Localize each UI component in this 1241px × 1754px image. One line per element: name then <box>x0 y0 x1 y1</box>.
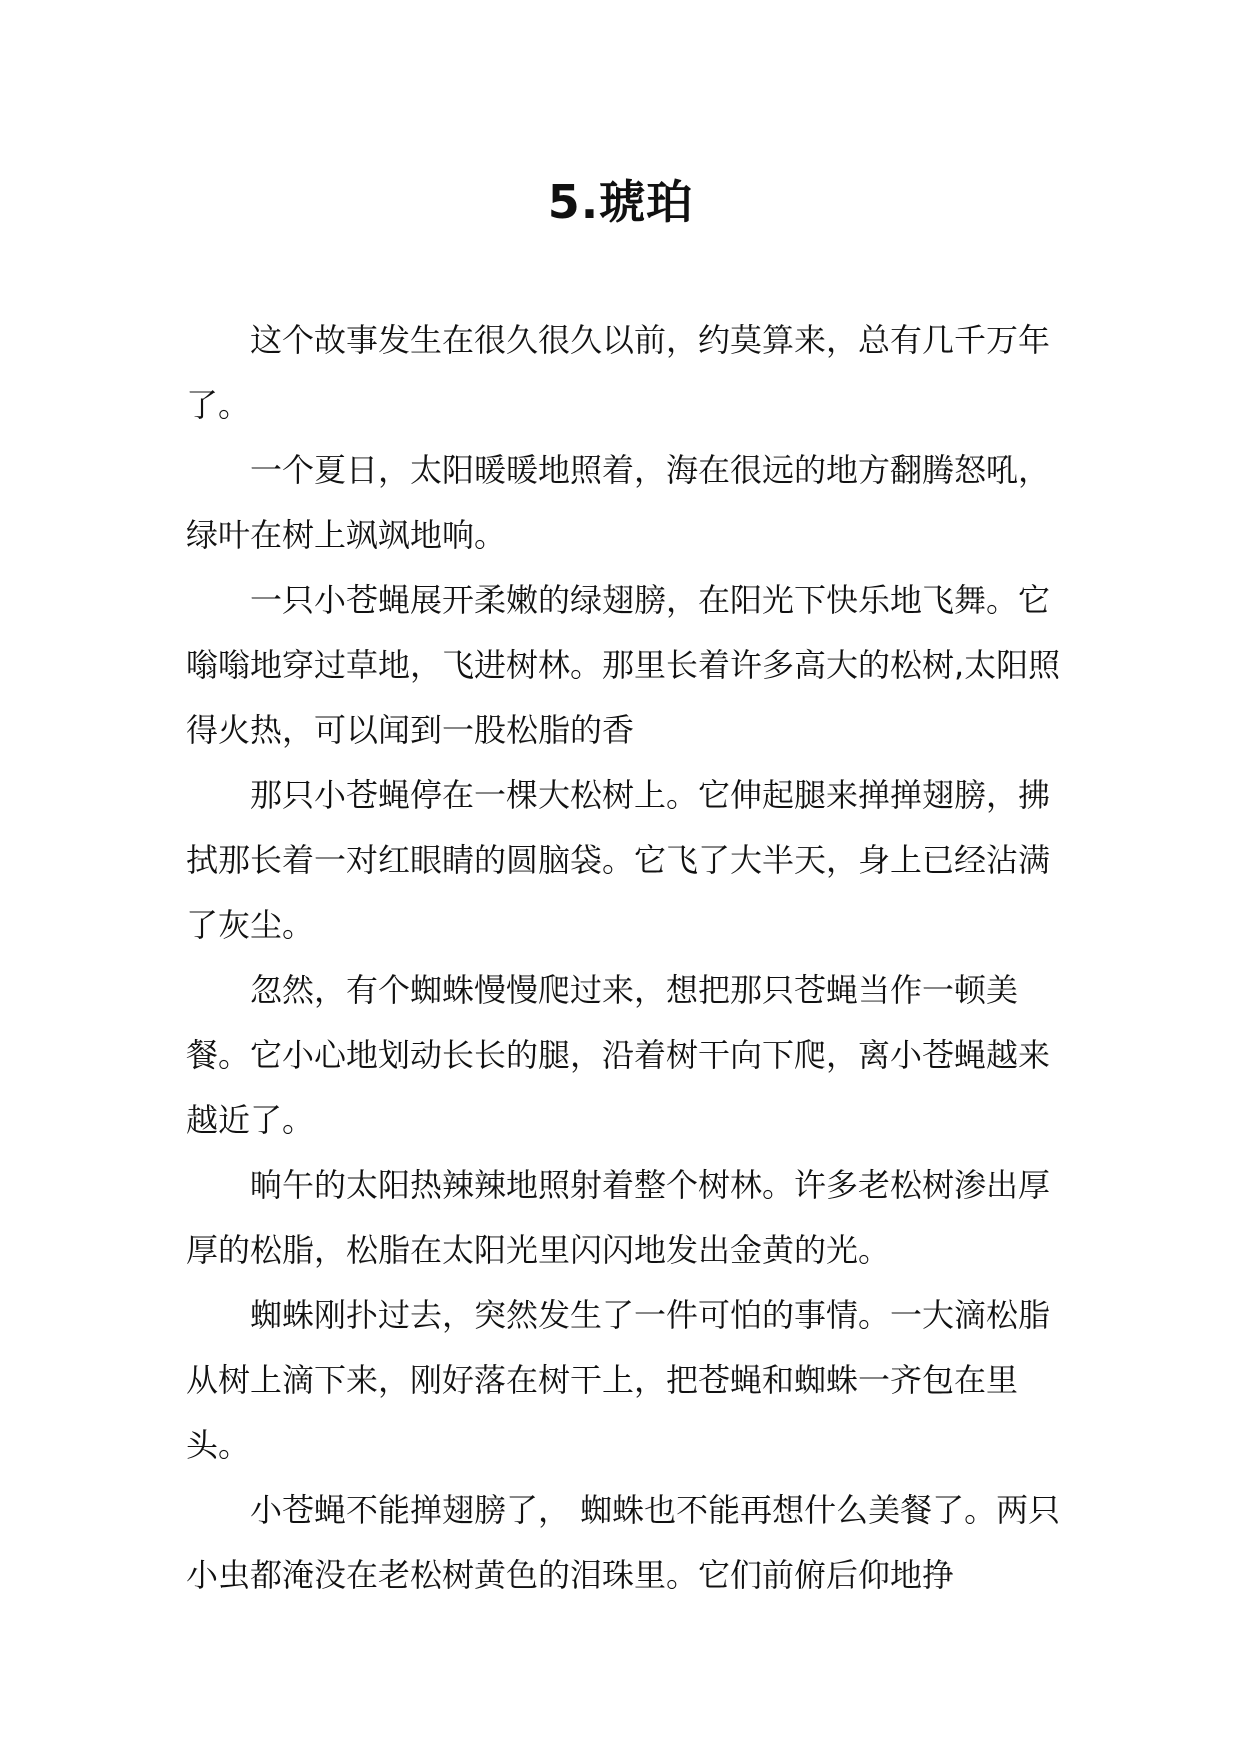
page-title: 5.琥珀 <box>547 175 694 229</box>
paragraph: 忽然，有个蜘蛛慢慢爬过来，想把那只苍蝇当作一顿美餐。它小心地划动长长的腿，沿着树干向下爬，离小苍蝇越来越近了。 <box>186 971 1051 1139</box>
paragraph: 蜘蛛刚扑过去，突然发生了一件可怕的事情。一大滴松脂从树上滴下来，刚好落在树干上，把苍蝇和蜘蛛一齐包在里头。 <box>186 1296 1051 1464</box>
paragraph: 一个夏日，太阳暖暖地照着，海在很远的地方翻腾怒吼，绿叶在树上飒飒地响。 <box>186 451 1051 554</box>
paragraph: 一只小苍蝇展开柔嫩的绿翅膀，在阳光下快乐地飞舞。它嗡嗡地穿过草地，飞进树林。那里长着许多高大的松树,太阳照得火热，可以闻到一股松脂的香 <box>186 581 1061 749</box>
paragraph: 晌午的太阳热辣辣地照射着整个树林。许多老松树渗出厚厚的松脂，松脂在太阳光里闪闪地发出金黄的光。 <box>186 1166 1051 1269</box>
article-body <box>186 308 1066 1608</box>
paragraph: 小苍蝇不能掸翅膀了， 蜘蛛也不能再想什么美餐了。两只小虫都淹没在老松树黄色的泪珠里。它们前俯后仰地挣 <box>186 1491 1061 1594</box>
paragraph: 那只小苍蝇停在一棵大松树上。它伸起腿来掸掸翅膀，拂拭那长着一对红眼睛的圆脑袋。它飞了大半天，身上已经沾满了灰尘。 <box>186 776 1051 944</box>
paragraph: 这个故事发生在很久很久以前，约莫算来，总有几千万年了。 <box>186 321 1051 424</box>
